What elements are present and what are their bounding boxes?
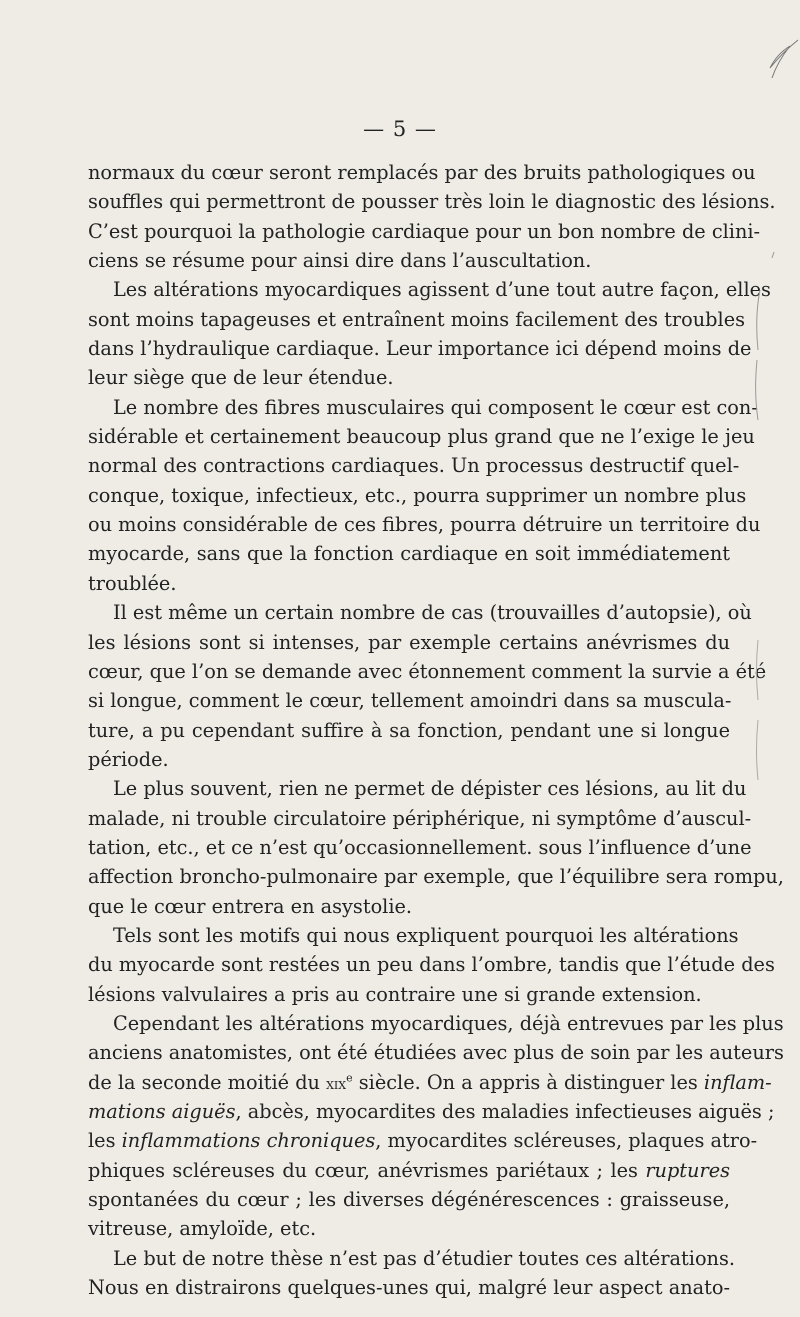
text-line: C’est pourquoi la pathologie cardiaque pour un bon nombre de clini-	[88, 219, 761, 243]
text-line: cœur, que l’on se demande avec étonnement comment la survie a été	[88, 659, 767, 683]
text-line: Les altérations myocardiques agissent d’une tout autre façon, elles	[113, 278, 771, 302]
text-line: tation, etc., et ce n’est qu’occasionnellement. sous l’influence d’une	[88, 835, 752, 859]
text-line: si longue, comment le cœur, tellement amoindri dans sa muscula-	[88, 689, 732, 713]
text-line: normaux du cœur seront remplacés par des bruits pathologiques ou	[88, 161, 756, 184]
margin-pencil-marks	[752, 250, 782, 810]
text-line: normal des contractions cardiaques. Un processus destructif quel-	[88, 454, 740, 478]
corner-pen-mark	[740, 0, 800, 100]
text-line: Le plus souvent, rien ne permet de dépister ces lésions, au lit du	[113, 777, 747, 801]
text-line: Cependant les altérations myocardiques, déjà entrevues par les plus	[113, 1011, 784, 1035]
text-line: que le cœur entrera en asystolie.	[88, 894, 413, 918]
text-line: Nous en distrairons quelques-unes qui, malgré leur aspect anato-	[88, 1276, 730, 1300]
text-line: dans l’hydraulique cardiaque. Leur importance ici dépend moins de	[88, 337, 752, 361]
text-line: sont moins tapageuses et entraînent moins facilement des troubles	[88, 307, 745, 331]
text-line: malade, ni trouble circulatoire périphérique, ni symptôme d’auscul-	[88, 806, 752, 830]
text-line: Le but de notre thèse n’est pas d’étudier toutes ces altérations.	[113, 1246, 735, 1270]
superscript: e	[346, 1071, 353, 1085]
text-line: période.	[88, 747, 169, 771]
century-numeral: xix	[326, 1073, 347, 1093]
italic-term: inflam-	[703, 1070, 772, 1094]
text-line: ou moins considérable de ces fibres, pourra détruire un territoire du	[88, 513, 761, 537]
text-line: les lésions sont si intenses, par exemple certains anévrismes du	[88, 630, 730, 654]
text-line: ture, a pu cependant suffire à sa fonction, pendant une si longue	[88, 718, 730, 742]
text-line: lésions valvulaires a pris au contraire une si grande extension.	[88, 982, 702, 1006]
text-line: de la seconde moitié du xix$^e$ siècle. On a appris à distinguer les inflam-	[88, 1070, 772, 1094]
text-line: ciens se résume pour ainsi dire dans l’auscultation.	[88, 249, 592, 273]
text-line: anciens anatomistes, ont été étudiées avec plus de soin par les auteurs	[88, 1041, 784, 1065]
text-line: Il est même un certain nombre de cas (trouvailles d’autopsie), où	[113, 601, 752, 625]
text-line: sidérable et certainement beaucoup plus grand que ne l’exige le jeu	[88, 425, 755, 449]
body-text	[88, 158, 784, 1302]
text-line: spontanées du cœur ; les diverses dégénérescences : graisseuse,	[88, 1188, 730, 1212]
text-line: myocarde, sans que la fonction cardiaque en soit immédiatement	[88, 542, 730, 566]
text-line: leur siège que de leur étendue.	[88, 366, 394, 390]
italic-term: mations aiguës	[88, 1100, 236, 1123]
text-line: mations aiguës, abcès, myocardites des maladies infectieuses aiguës ;	[88, 1100, 775, 1123]
italic-term: inflammations chroniques	[121, 1129, 376, 1153]
page-number: — 5 —	[363, 117, 437, 141]
italic-term: ruptures	[645, 1158, 730, 1182]
text-line: les inflammations chroniques, myocardites scléreuses, plaques atro-	[88, 1129, 758, 1153]
text-line: troublée.	[88, 571, 177, 595]
text-line: conque, toxique, infectieux, etc., pourra supprimer un nombre plus	[88, 483, 747, 507]
text-line: souffles qui permettront de pousser très loin le diagnostic des lésions.	[88, 190, 776, 214]
text-line: affection broncho-pulmonaire par exemple, que l’équilibre sera rompu,	[88, 865, 784, 889]
text-line: Le nombre des fibres musculaires qui composent le cœur est con-	[113, 395, 758, 419]
text-line: phiques scléreuses du cœur, anévrismes pariétaux ; les ruptures	[88, 1158, 730, 1182]
text-line: Tels sont les motifs qui nous expliquent pourquoi les altérations	[113, 923, 739, 947]
text-line: vitreuse, amyloïde, etc.	[88, 1217, 317, 1241]
text-line: du myocarde sont restées un peu dans l’ombre, tandis que l’étude des	[88, 953, 775, 977]
